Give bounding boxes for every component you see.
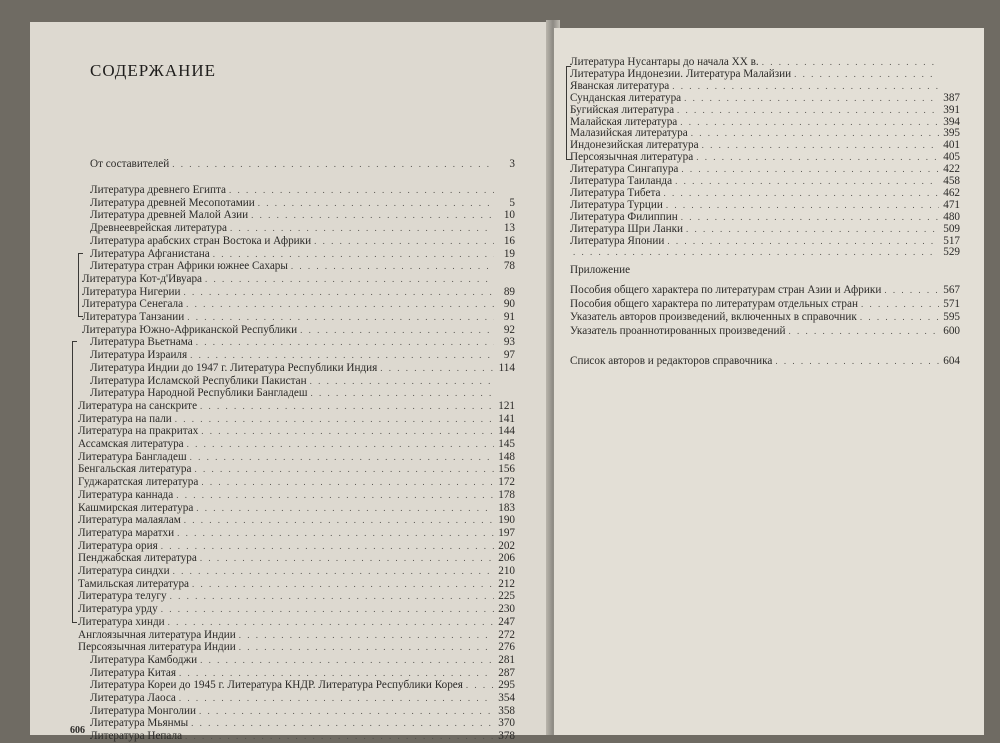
toc-entry-title: Литература на пракритах bbox=[78, 425, 199, 438]
toc-entry bbox=[78, 463, 515, 476]
leader-dots bbox=[230, 222, 494, 235]
leader-dots bbox=[173, 565, 494, 578]
leader-dots bbox=[573, 246, 939, 259]
toc-entry-page: 230 bbox=[498, 603, 515, 616]
toc-entry-page: 141 bbox=[498, 412, 515, 425]
leader-dots bbox=[200, 400, 494, 413]
toc-entry bbox=[78, 400, 515, 413]
group-bracket bbox=[72, 341, 77, 623]
leader-dots bbox=[201, 476, 494, 489]
toc-entry-intro bbox=[90, 158, 515, 171]
toc-entry bbox=[78, 629, 515, 642]
leader-dots bbox=[300, 324, 494, 337]
toc-entry-page: 358 bbox=[498, 704, 515, 717]
toc-entry bbox=[90, 184, 515, 197]
leader-dots bbox=[172, 158, 494, 171]
leader-dots bbox=[213, 248, 494, 261]
toc-entry-title: Ассамская литература bbox=[78, 438, 184, 450]
toc-entry-page: 272 bbox=[498, 628, 515, 641]
toc-entry-page: 604 bbox=[943, 355, 960, 367]
toc-entry-title: Литература арабских стран Востока и Африки bbox=[90, 234, 312, 247]
toc-entry bbox=[78, 552, 515, 565]
toc-entry bbox=[78, 603, 515, 616]
toc-entry-title: Литература хинди bbox=[78, 615, 165, 628]
appendix-heading: Приложение bbox=[570, 264, 631, 276]
toc-entry bbox=[78, 590, 515, 603]
toc-entry-title: Гуджаратская литература bbox=[78, 476, 199, 489]
toc-entry-page: 387 bbox=[943, 91, 960, 104]
leader-dots bbox=[168, 616, 494, 629]
leader-dots bbox=[310, 375, 494, 388]
toc-entry bbox=[570, 298, 960, 311]
leader-dots bbox=[179, 667, 494, 680]
toc-entry-page: 567 bbox=[943, 284, 960, 296]
leader-dots bbox=[200, 654, 494, 667]
leader-dots bbox=[201, 425, 494, 438]
toc-entry-title: Литература урду bbox=[78, 603, 158, 616]
toc-entry bbox=[78, 616, 515, 629]
toc-entry bbox=[78, 451, 515, 464]
leader-dots bbox=[314, 235, 494, 248]
toc-entry-title: Литература Тибета bbox=[570, 186, 661, 199]
toc-entry-title: Литература Бангладеш bbox=[78, 450, 187, 463]
leader-dots bbox=[192, 578, 494, 591]
toc-entry bbox=[90, 730, 515, 743]
leader-dots bbox=[175, 413, 494, 426]
toc-entry-title: Персоязычная литература bbox=[570, 151, 694, 164]
toc-entry-page: 197 bbox=[498, 526, 515, 539]
toc-entry-page: 89 bbox=[503, 285, 515, 298]
toc-entry-page: 121 bbox=[498, 399, 515, 412]
toc-entry-title: Малазийская литература bbox=[570, 127, 688, 140]
toc-entry bbox=[78, 425, 515, 438]
toc-entry-title: Литература Исламской Республики Пакистан bbox=[90, 374, 307, 387]
toc-entry-title: Литература синдхи bbox=[78, 565, 170, 577]
toc-entry-title: Литература каннада bbox=[78, 488, 174, 501]
toc-entry-page: 401 bbox=[943, 139, 960, 152]
toc-entry-title: Пособия общего характера по литературам отдельных стран bbox=[570, 297, 858, 310]
toc-entry-page: 395 bbox=[943, 127, 960, 140]
leader-dots bbox=[190, 451, 494, 464]
toc-entry-page: 462 bbox=[943, 186, 960, 199]
toc-entry-page: 295 bbox=[498, 679, 515, 692]
toc-entry bbox=[90, 336, 515, 349]
toc-entry-title: Литература Нусантары до начала XX в. bbox=[570, 56, 759, 68]
toc-entry-title: Литература на пали bbox=[78, 412, 172, 425]
leader-dots bbox=[229, 184, 494, 197]
toc-entry-page: 183 bbox=[498, 501, 515, 514]
toc-entry-title: Литература Афганистана bbox=[90, 247, 210, 260]
toc-entry-title: Древнееврейская литература bbox=[90, 222, 227, 235]
toc-entry bbox=[82, 298, 515, 311]
toc-entry-title: Литература Южно-Африканской Республики bbox=[82, 323, 298, 336]
toc-entry bbox=[570, 246, 960, 259]
toc-entry bbox=[90, 375, 515, 388]
toc-entry bbox=[90, 705, 515, 718]
toc-entry bbox=[90, 692, 515, 705]
toc-entry-title: От составителей bbox=[90, 158, 170, 170]
toc-entry bbox=[82, 273, 515, 286]
toc-entry-page: 5 bbox=[509, 196, 515, 209]
toc-entry-page: 600 bbox=[943, 324, 960, 337]
toc-entry bbox=[90, 197, 515, 210]
toc-entry bbox=[90, 362, 515, 375]
toc-entry bbox=[570, 311, 960, 324]
toc-entry-page: 3 bbox=[509, 158, 515, 170]
toc-entry bbox=[82, 286, 515, 299]
toc-entry-page: 276 bbox=[498, 641, 515, 654]
toc-entry-title: Литература древнего Египта bbox=[90, 184, 226, 196]
toc-entry-title: Литература древней Малой Азии bbox=[90, 209, 249, 222]
toc-entry-page: 13 bbox=[503, 222, 515, 235]
toc-entry-title: Литература Народной Республики Бангладеш bbox=[90, 387, 308, 400]
toc-entry-page: 92 bbox=[503, 323, 515, 336]
toc-entry-page: 225 bbox=[498, 590, 515, 603]
toc-entry-page: 93 bbox=[503, 336, 515, 349]
leader-dots bbox=[199, 705, 494, 718]
toc-entry-title: Литература Вьетнама bbox=[90, 336, 193, 349]
toc-entry bbox=[90, 679, 515, 692]
toc-entry bbox=[90, 209, 515, 222]
leader-dots bbox=[186, 298, 494, 311]
toc-entry-page: 90 bbox=[503, 298, 515, 311]
leader-dots bbox=[170, 590, 494, 603]
toc-entry-page: 247 bbox=[498, 615, 515, 628]
toc-entry-title: Литература Турции bbox=[570, 198, 663, 211]
toc-entry-page: 16 bbox=[503, 234, 515, 247]
toc-entry-page: 529 bbox=[943, 246, 960, 259]
toc-entry-title: Литература Монголии bbox=[90, 704, 196, 717]
toc-entry bbox=[90, 248, 515, 261]
toc-entry-title: Литература ория bbox=[78, 539, 158, 552]
toc-entry bbox=[78, 578, 515, 591]
toc-entry-page: 471 bbox=[943, 198, 960, 211]
toc-entry bbox=[570, 325, 960, 338]
toc-entry-title: Пособия общего характера по литературам стран Азии и Африки bbox=[570, 284, 882, 296]
toc-entry-title: Литература Израиля bbox=[90, 349, 188, 362]
toc-entry-page: 517 bbox=[943, 234, 960, 247]
leader-dots bbox=[258, 197, 494, 210]
toc-entry-page: 394 bbox=[943, 115, 960, 128]
toc-entry-title: Литература маратхи bbox=[78, 526, 175, 539]
toc-entry bbox=[90, 349, 515, 362]
leader-dots bbox=[185, 730, 494, 743]
leader-dots bbox=[311, 387, 495, 400]
leader-dots bbox=[291, 260, 494, 273]
toc-entry-title: Литература Камбоджи bbox=[90, 653, 198, 666]
leader-dots bbox=[161, 603, 494, 616]
toc-entry-title: Указатель проаннотированных произведений bbox=[570, 324, 786, 337]
toc-entry-page: 595 bbox=[943, 311, 960, 323]
toc-entry bbox=[90, 387, 515, 400]
leader-dots bbox=[860, 311, 939, 324]
toc-entry-page: 391 bbox=[943, 103, 960, 116]
leader-dots bbox=[194, 463, 494, 476]
toc-entry-page: 422 bbox=[943, 163, 960, 176]
toc-entry-page: 206 bbox=[498, 552, 515, 565]
toc-entry-page: 458 bbox=[943, 175, 960, 187]
toc-entry-title: Литература Танзании bbox=[82, 311, 185, 323]
toc-entry-page: 172 bbox=[498, 476, 515, 489]
leader-dots bbox=[861, 298, 939, 311]
toc-entry-page: 178 bbox=[498, 488, 515, 501]
toc-entry bbox=[90, 260, 515, 273]
toc-entry-title: Сунданская литература bbox=[570, 91, 682, 104]
toc-entry-page: 97 bbox=[503, 349, 515, 362]
toc-entry-title: Литература Лаоса bbox=[90, 692, 176, 704]
toc-entry-title: Кашмирская литература bbox=[78, 501, 194, 514]
leader-dots bbox=[466, 679, 494, 692]
toc-entry-page: 145 bbox=[498, 438, 515, 450]
toc-entry-title: Литература Сингапура bbox=[570, 163, 679, 176]
toc-entry-title: Указатель авторов произведений, включенных в справочник bbox=[570, 311, 857, 323]
toc-entry-page: 210 bbox=[498, 565, 515, 577]
leader-dots bbox=[191, 717, 494, 730]
toc-entry-title: Индонезийская литература bbox=[570, 139, 699, 152]
toc-entry-title: Пенджабская литература bbox=[78, 552, 197, 565]
toc-entry bbox=[78, 476, 515, 489]
toc-entry-title: Литература Кот-д'Ивуара bbox=[82, 272, 203, 285]
leader-dots bbox=[187, 311, 494, 324]
toc-entry-title: Бугийская литература bbox=[570, 103, 675, 116]
toc-entry-title: Литература Мьянмы bbox=[90, 717, 189, 730]
toc-entry-title: Литература Нигерии bbox=[82, 285, 181, 298]
toc-entry-authors-list bbox=[570, 355, 960, 368]
toc-entry bbox=[78, 413, 515, 426]
toc-entry-title: Тамильская литература bbox=[78, 577, 189, 590]
toc-entry bbox=[78, 641, 515, 654]
toc-entry-page: 509 bbox=[943, 222, 960, 235]
toc-entry-title: Список авторов и редакторов справочника bbox=[570, 355, 773, 367]
toc-entry bbox=[90, 235, 515, 248]
toc-entry-page: 378 bbox=[498, 730, 515, 743]
toc-entry bbox=[78, 502, 515, 515]
toc-entry-page: 19 bbox=[503, 247, 515, 260]
toc-entry-page: 114 bbox=[498, 361, 515, 374]
toc-entry-page: 148 bbox=[498, 450, 515, 463]
toc-entry-title: Малайская литература bbox=[570, 115, 678, 128]
leader-dots bbox=[196, 336, 494, 349]
leader-dots bbox=[184, 514, 494, 527]
toc-entry-title: Литература Кореи до 1945 г. Литература КНДР. Литература Республики Корея bbox=[90, 679, 463, 692]
toc-entry-title: Литература малаялам bbox=[78, 514, 181, 527]
leader-dots bbox=[187, 438, 494, 451]
toc-entry-title: Литература Сенегала bbox=[82, 298, 184, 311]
group-bracket bbox=[78, 253, 83, 317]
toc-entry-page: 571 bbox=[943, 297, 960, 310]
toc-entry-title: Литература телугу bbox=[78, 590, 167, 603]
toc-entry bbox=[78, 565, 515, 578]
toc-entry-page: 354 bbox=[498, 692, 515, 704]
leader-dots bbox=[190, 349, 494, 362]
toc-entry-title: Литература Филиппин bbox=[570, 210, 678, 223]
toc-entry-title: Англоязычная литература Индии bbox=[78, 628, 236, 641]
toc-entry-title: Яванская литература bbox=[570, 79, 670, 92]
toc-entry-page: 212 bbox=[498, 577, 515, 590]
toc-entry-title: Литература Индии до 1947 г. Литература Республики Индия bbox=[90, 361, 378, 374]
toc-entry-page: 281 bbox=[498, 653, 515, 666]
toc-entry-title: Литература стран Африки южнее Сахары bbox=[90, 260, 288, 273]
toc-entry-title: Литература на санскрите bbox=[78, 399, 198, 412]
leader-dots bbox=[161, 540, 494, 553]
toc-entry-page: 78 bbox=[503, 260, 515, 273]
toc-entry-page: 287 bbox=[498, 666, 515, 679]
leader-dots bbox=[205, 273, 494, 286]
leader-dots bbox=[251, 209, 494, 222]
page-number: 606 bbox=[70, 725, 85, 736]
toc-entry bbox=[78, 438, 515, 451]
leader-dots bbox=[177, 527, 494, 540]
toc-entry-page: 91 bbox=[503, 311, 515, 323]
toc-entry bbox=[90, 222, 515, 235]
leader-dots bbox=[380, 362, 494, 375]
toc-entry-title: Литература Индонезии. Литература Малайзии bbox=[570, 67, 792, 80]
leader-dots bbox=[884, 284, 939, 297]
toc-entry bbox=[90, 654, 515, 667]
leader-dots bbox=[239, 629, 494, 642]
toc-entry bbox=[90, 667, 515, 680]
toc-entry-page: 156 bbox=[498, 463, 515, 476]
toc-entry-title: Литература Таиланда bbox=[570, 175, 673, 187]
leader-dots bbox=[183, 286, 494, 299]
toc-entry-title: Литература Непала bbox=[90, 730, 183, 743]
toc-entry bbox=[82, 311, 515, 324]
toc-entry-page: 370 bbox=[498, 717, 515, 730]
toc-entry-title: Бенгальская литература bbox=[78, 463, 192, 476]
toc-entry-page: 480 bbox=[943, 210, 960, 223]
leader-dots bbox=[176, 489, 494, 502]
toc-entry bbox=[78, 527, 515, 540]
toc-entry-title: Литература Китая bbox=[90, 666, 176, 679]
toc-entry bbox=[78, 514, 515, 527]
toc-entry-page: 144 bbox=[498, 425, 515, 438]
toc-entry bbox=[570, 284, 960, 297]
leader-dots bbox=[239, 641, 494, 654]
toc-entry-title: Персоязычная литература Индии bbox=[78, 641, 236, 654]
leader-dots bbox=[775, 355, 939, 368]
toc-entry bbox=[78, 489, 515, 502]
toc-entry-title: Литература Японии bbox=[570, 234, 665, 247]
toc-entry-page: 202 bbox=[498, 539, 515, 552]
leader-dots bbox=[200, 552, 494, 565]
contents-heading: СОДЕРЖАНИЕ bbox=[90, 61, 217, 80]
toc-entry-title: Литература Шри Ланки bbox=[570, 222, 684, 235]
toc-entry bbox=[90, 717, 515, 730]
leader-dots bbox=[788, 325, 939, 338]
group-bracket bbox=[566, 66, 571, 160]
toc-entry-page: 10 bbox=[503, 209, 515, 222]
toc-entry bbox=[78, 540, 515, 553]
toc-entry-page: 405 bbox=[943, 151, 960, 164]
leader-dots bbox=[196, 502, 494, 515]
toc-entry bbox=[82, 324, 515, 337]
toc-entry-title: Литература древней Месопотамии bbox=[90, 196, 255, 209]
toc-entry-page: 190 bbox=[498, 514, 515, 527]
leader-dots bbox=[179, 692, 494, 705]
